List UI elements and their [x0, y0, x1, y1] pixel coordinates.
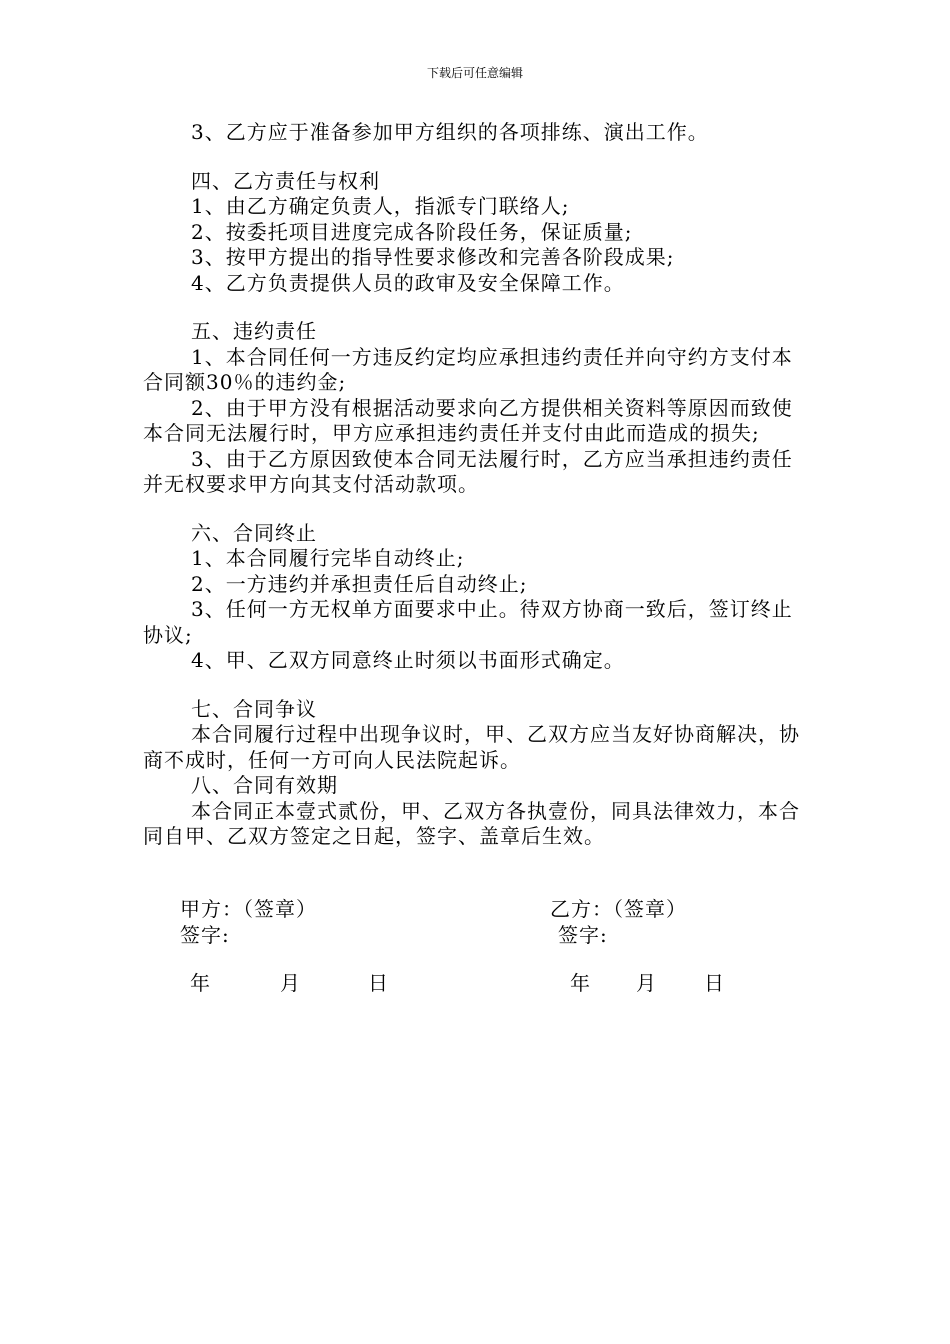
- section6-item: 1、本合同履行完毕自动终止;: [191, 546, 465, 570]
- section8-title: 八、合同有效期: [191, 773, 338, 797]
- party-b-year: 年: [570, 971, 591, 995]
- section4-item: 3、按甲方提出的指导性要求修改和完善各阶段成果;: [191, 245, 675, 269]
- section7-title: 七、合同争议: [191, 696, 317, 721]
- party-a-sign-label: 签字:: [180, 923, 230, 947]
- section6-item: 3、任何一方无权单方面要求中止。待双方协商一致后，签订终止协议;: [143, 597, 793, 647]
- section5-item: 3、由于乙方原因致使本合同无法履行时，乙方应当承担违约责任并无权要求甲方向其支付活动款项。: [143, 446, 793, 496]
- section4-item: 2、按委托项目进度完成各阶段任务，保证质量;: [191, 219, 633, 244]
- section4-item: 1、由乙方确定负责人，指派专门联络人;: [191, 194, 570, 218]
- party-b-day: 日: [704, 971, 725, 995]
- party-a-day: 日: [368, 971, 389, 995]
- section3-item3: 3、乙方应于准备参加甲方组织的各项排练、演出工作。: [191, 120, 709, 144]
- party-b-seal-label: 乙方：（签章）: [550, 897, 687, 921]
- party-b-month: 月: [636, 971, 657, 995]
- party-a-year: 年: [190, 971, 211, 995]
- section5-item: 1、本合同任何一方违反约定均应承担违约责任并向守约方支付本合同额30％的违约金;: [143, 344, 793, 394]
- section5-item: 2、由于甲方没有根据活动要求向乙方提供相关资料等原因而致使本合同无法履行时，甲方应承担违约责任并支付由此而造成的损失;: [143, 395, 793, 445]
- party-b-sign-label: 签字:: [558, 923, 608, 947]
- section6-item: 4、甲、乙双方同意终止时须以书面形式确定。: [191, 648, 625, 672]
- party-a-month: 月: [280, 971, 301, 995]
- contract-body: [143, 120, 807, 850]
- section8-text: 本合同正本壹式贰份，甲、乙双方各执壹份，同具法律效力，本合同自甲、乙双方签定之日起，签字、盖章后生效。: [143, 798, 800, 848]
- party-a-seal-label: 甲方：（签章）: [180, 897, 317, 921]
- section4-item: 4、乙方负责提供人员的政审及安全保障工作。: [191, 270, 625, 295]
- section7-text: 本合同履行过程中出现争议时，甲、乙双方应当友好协商解决，协商不成时，任何一方可向人民法院起诉。: [143, 722, 800, 772]
- section6-title: 六、合同终止: [191, 520, 317, 545]
- section5-title: 五、违约责任: [191, 319, 317, 343]
- page-header: 下载后可任意编辑: [426, 66, 523, 80]
- section6-item: 2、一方违约并承担责任后自动终止;: [191, 571, 528, 596]
- section4-title: 四、乙方责任与权利: [191, 168, 380, 193]
